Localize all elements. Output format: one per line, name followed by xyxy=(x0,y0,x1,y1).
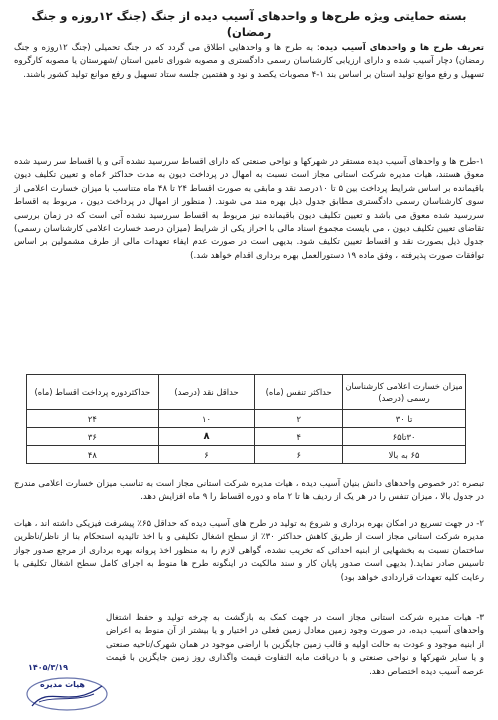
item-3-paragraph: ۳- هیات مدیره شرکت استانی مجاز است در جهت کمک به بازگشت به چرخه تولید و حفظ اشتغال واحدهای آسیب دیده، در صورت وجود زمین معادل زمین فعلی در اختیار و یا بیشتر از آن منوط به اعراض از ابنیه موجود و عودت به حالت اولیه و قالب زمین جایگزین با اراضی موجود در همان شهرک/ناحیه صنعتی و یا سایر شهرکها و نواحی صنعتی و با دریافت مابه التفاوت قیمت واگذاری روز زمین جایگزین با قیمت عرصه آسیب دیده اختصاص دهد. xyxy=(106,613,484,677)
table-row xyxy=(27,446,466,464)
note-paragraph: تبصره :در خصوص واحدهای دانش بنیان آسیب دیده ، هیات مدیره شرکت استانی مجاز است به تناسب میزان خسارت اعلامی مندرج در جدول بالا ، میزان تنفس را در هر یک از ردیف ها تا ۲ ماه و دوره اقساط را ۹ ماه افزایش دهد. xyxy=(14,479,484,503)
table-cell: ۶ xyxy=(255,446,343,464)
table-header-damage: میزان خسارت اعلامی کارشناسان رسمی (درصد) xyxy=(343,375,466,410)
table-header-grace: حداکثر تنفس (ماه) xyxy=(255,375,343,410)
definition-label: تعریف طرح ها و واحدهای آسیب دیده xyxy=(319,43,485,53)
document-title: بسته حمایتی ویژه طرح‌ها و واحدهای آسیب دیده از جنگ (جنگ ۱۲روزه و جنگ رمضان) xyxy=(31,9,467,39)
table-header-row xyxy=(27,375,466,410)
table-header-cash: حداقل نقد (درصد) xyxy=(158,375,255,410)
table-header-installments: حداکثردوره پرداخت اقساط (ماه) xyxy=(27,375,159,410)
table-cell: ۶ xyxy=(158,446,255,464)
item-1-paragraph: ۱-طرح ها و واحدهای آسیب دیده مستقر در شهرکها و نواحی صنعتی که دارای اقساط سررسید نشده آتی و یا اقساط سر رسید شده معوق هستند، هیات مدیره شرکت استانی مجاز است نسبت به امهال در پرداخت دیون به مدت حداکثر ۶ماه و تعیین تکلیف دیون باقیمانده بر اساس شرایط پرداخت بین ۵ تا ۱۰درصد نقد و مابقی به صورت اقساط ۲۴ تا ۴۸ ماه متناسب با میزان خسارت اعلامی از سوی کارشناسان رسمی دادگستری مطابق جدول ذیل بهره مند می شوند. ( منظور از امهال در پرداخت دیون ، مربوط به اقساط سررسید شده معوق می باشد و تعیین تکلیف دیون باقیمانده نیز مربوط به اقساط سررسید نشده آتی است که در زمان بررسی تقاضای تعیین تکلیف دیون ، می بایست مجموع اسناد مالی با احراز یکی از شرایط (میزان درصد خسارت اعلامی کارشناسان رسمی) جدول ذیل بصورت نقد و اقساط تعیین تکلیف شود. بدیهی است در صورت عدم ایفاء تعهدات مالی از طرف مشمولین بر اساس توافقات صورت پذیرفته ، وفق ماده ۱۹ دستورالعمل بهره برداری اقدام خواهد شد.) xyxy=(14,157,484,261)
table-cell: ۲ xyxy=(255,410,343,428)
table-row xyxy=(27,410,466,428)
table-row xyxy=(27,428,466,446)
table-cell: ۲۴ xyxy=(27,410,159,428)
signature-name: هیات مدیره xyxy=(40,680,85,689)
signature-stamp xyxy=(18,660,116,714)
table-cell: ۶۵ به بالا xyxy=(343,446,466,464)
table-cell: ۴۸ xyxy=(27,446,159,464)
repayment-table xyxy=(26,374,466,464)
table-cell: ۳۶ xyxy=(27,428,159,446)
table-cell: ۱۰ xyxy=(158,410,255,428)
signature-date: ۱۴۰۵/۳/۱۹ xyxy=(28,663,69,672)
table-cell: ۴ xyxy=(255,428,343,446)
table-cell: تا ۳۰ xyxy=(343,410,466,428)
table-cell: ۸ xyxy=(158,428,255,446)
definition-text: : به طرح ها و واحدهایی اطلاق می گردد که در جنگ تحمیلی (جنگ ۱۲روزه و جنگ رمضان) دچار آسیب شده و دارای ارزیابی کارشناسان رسمی دادگستری و مصوبه شورای تامین استان /شهرستان یا مصوبه کارگروه تسهیل و رفع موانع تولید استان بر اساس بند ۱-۴ مصوبات یکصد و نود و هفتمین جلسه ستاد تسهیل و رفع موانع تولید کشور باشند. xyxy=(14,43,484,80)
item-2-paragraph: ۲- در جهت تسریع در امکان بهره برداری و شروع به تولید در طرح های آسیب دیده که حداقل ۶۵٪ پیشرفت فیزیکی داشته اند ، هیات مدیره شرکت استانی مجاز است از طریق کاهش حداکثر ۳۰٪ از سطح اشغال تکلیفی و با اخذ تائیدیه استحکام بنا از ناظر/ناظرین ساختمان نسبت به بخشهایی از ابنیه احداثی که تخریب نشده، گواهی لازم را به منظور اخذ پروانه بهره برداری از مرجع صدور جواز تاسیس صادر نماید.( بدیهی است صدور پایان کار و سند مالکیت در اینگونه طرح ها منوط به اجرای کامل سطح اشغال تکلیفی با رعایت کلیه تعهدات قراردادی خواهد بود) xyxy=(14,519,484,583)
table-cell: ۳۰تا۶۵ xyxy=(343,428,466,446)
definition-paragraph xyxy=(14,42,484,82)
